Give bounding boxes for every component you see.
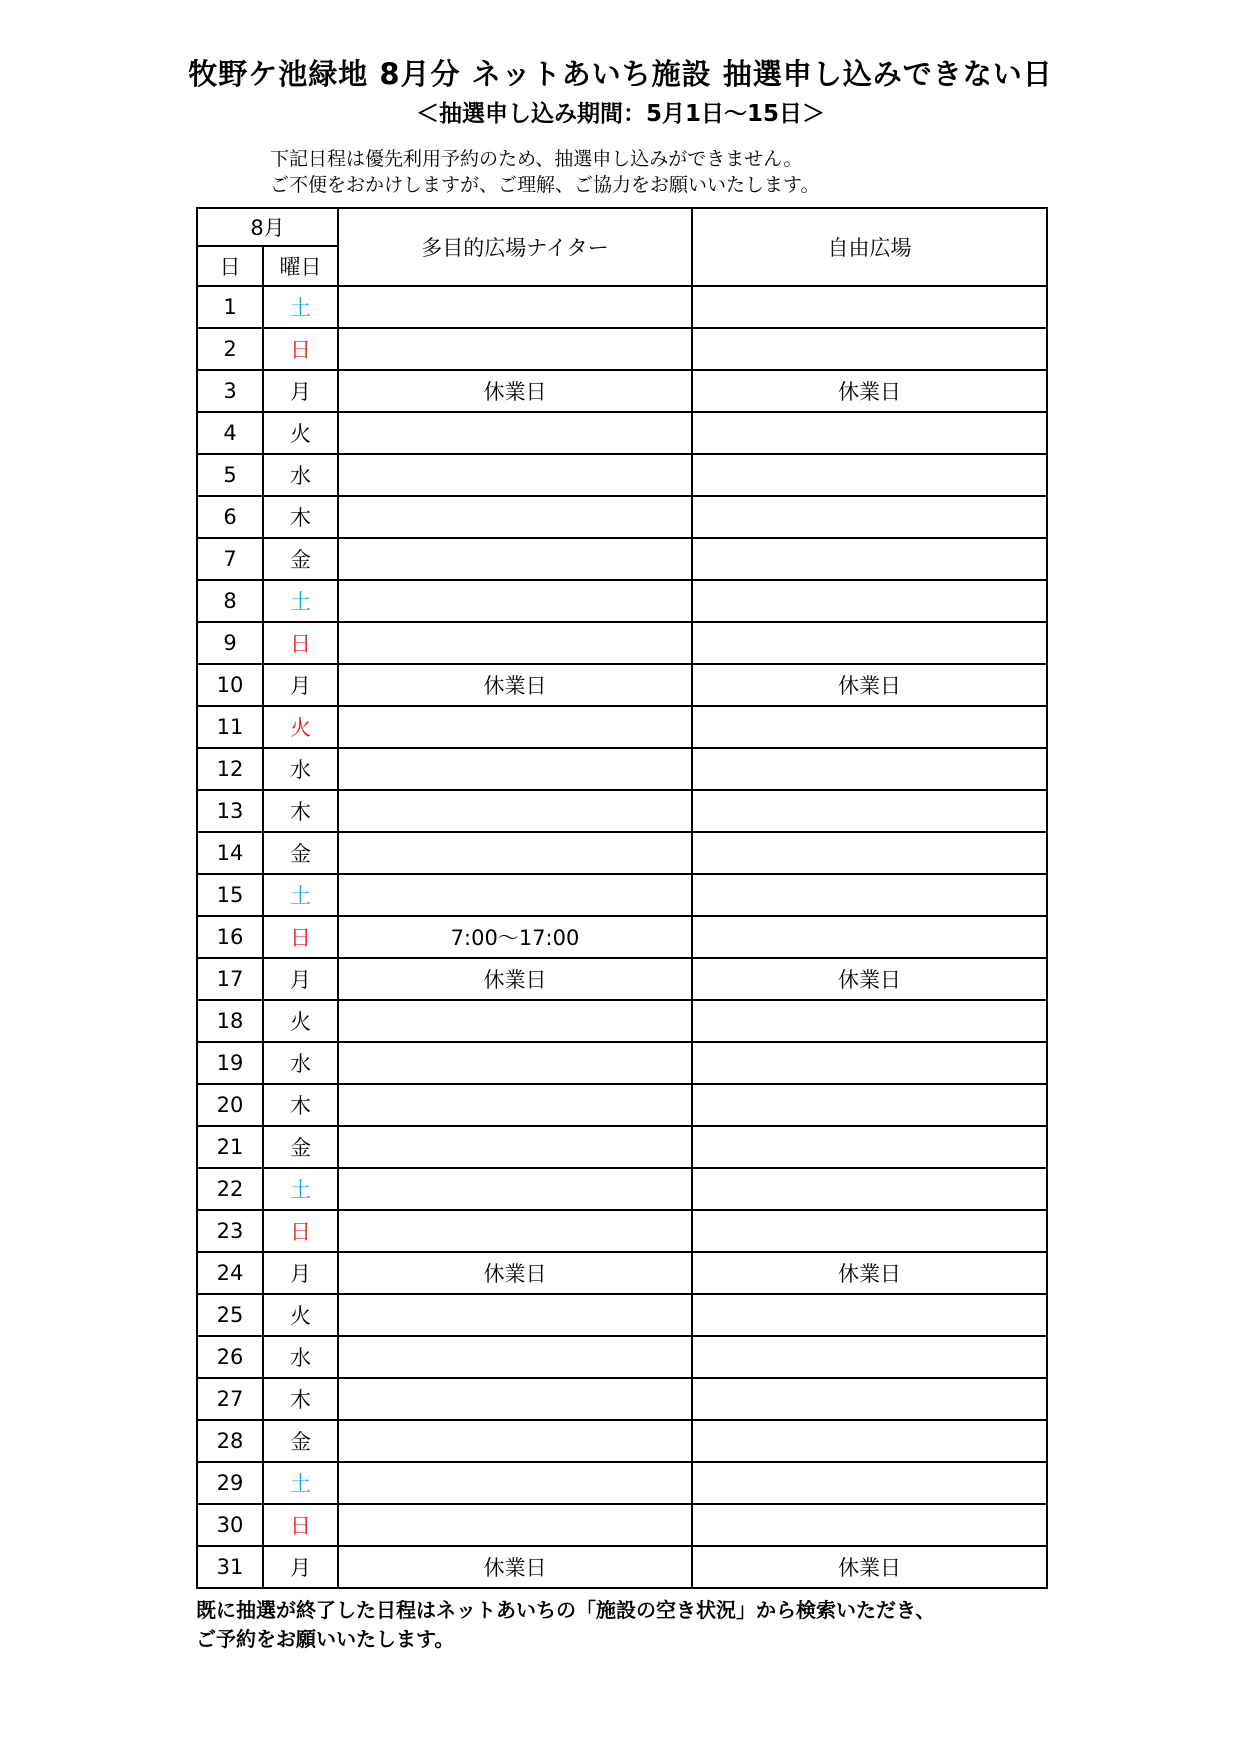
table-row (197, 1000, 1047, 1042)
multipurpose-night-cell (338, 496, 692, 538)
day-cell: 18 (197, 1000, 263, 1042)
day-cell: 8 (197, 580, 263, 622)
multipurpose-night-cell (338, 1210, 692, 1252)
free-plaza-cell (692, 1378, 1047, 1420)
free-plaza-cell (692, 454, 1047, 496)
free-plaza-cell (692, 706, 1047, 748)
multipurpose-night-cell: 休業日 (338, 1546, 692, 1588)
day-cell: 9 (197, 622, 263, 664)
table-row (197, 370, 1047, 412)
day-cell: 14 (197, 832, 263, 874)
weekday-cell: 木 (263, 496, 338, 538)
table-row (197, 454, 1047, 496)
day-cell: 7 (197, 538, 263, 580)
weekday-cell: 日 (263, 916, 338, 958)
weekday-cell: 土 (263, 874, 338, 916)
weekday-cell: 火 (263, 412, 338, 454)
day-cell: 10 (197, 664, 263, 706)
multipurpose-night-cell (338, 328, 692, 370)
weekday-cell: 日 (263, 1210, 338, 1252)
free-plaza-cell: 休業日 (692, 1252, 1047, 1294)
day-cell: 1 (197, 286, 263, 328)
multipurpose-night-cell (338, 538, 692, 580)
weekday-cell: 水 (263, 1042, 338, 1084)
table-row (197, 622, 1047, 664)
multipurpose-night-cell (338, 1084, 692, 1126)
free-plaza-cell: 休業日 (692, 664, 1047, 706)
table-row (197, 958, 1047, 1000)
table-row (197, 664, 1047, 706)
weekday-cell: 火 (263, 1000, 338, 1042)
multipurpose-night-cell (338, 1042, 692, 1084)
weekday-cell: 月 (263, 370, 338, 412)
free-plaza-cell (692, 1336, 1047, 1378)
weekday-cell: 月 (263, 1546, 338, 1588)
day-cell: 11 (197, 706, 263, 748)
day-cell: 4 (197, 412, 263, 454)
free-plaza-cell (692, 1294, 1047, 1336)
multipurpose-night-cell (338, 286, 692, 328)
day-cell: 29 (197, 1462, 263, 1504)
table-row (197, 1336, 1047, 1378)
free-plaza-cell (692, 874, 1047, 916)
table-row (197, 832, 1047, 874)
day-cell: 31 (197, 1546, 263, 1588)
weekday-cell: 月 (263, 664, 338, 706)
multipurpose-night-cell: 休業日 (338, 664, 692, 706)
weekday-cell: 金 (263, 538, 338, 580)
application-period: ＜抽選申し込み期間：5月1日～15日＞ (415, 101, 825, 127)
table-row (197, 286, 1047, 328)
table-row (197, 706, 1047, 748)
weekday-cell: 土 (263, 580, 338, 622)
column-header-multipurpose-night: 多目的広場ナイター (338, 208, 692, 286)
multipurpose-night-cell: 休業日 (338, 1252, 692, 1294)
weekday-cell: 金 (263, 832, 338, 874)
table-row (197, 1084, 1047, 1126)
multipurpose-night-cell (338, 1504, 692, 1546)
multipurpose-night-cell: 7:00～17:00 (338, 916, 692, 958)
table-row (197, 496, 1047, 538)
free-plaza-cell (692, 790, 1047, 832)
weekday-cell: 土 (263, 1168, 338, 1210)
month-label: 8月 (197, 208, 338, 246)
table-row (197, 790, 1047, 832)
multipurpose-night-cell (338, 412, 692, 454)
table-row (197, 1294, 1047, 1336)
weekday-cell: 日 (263, 1504, 338, 1546)
free-plaza-cell: 休業日 (692, 370, 1047, 412)
schedule-table (196, 207, 1048, 1589)
day-cell: 13 (197, 790, 263, 832)
free-plaza-cell (692, 748, 1047, 790)
day-cell: 17 (197, 958, 263, 1000)
table-header-row (197, 208, 1047, 246)
day-cell: 15 (197, 874, 263, 916)
weekday-cell: 火 (263, 1294, 338, 1336)
day-cell: 6 (197, 496, 263, 538)
free-plaza-cell (692, 1168, 1047, 1210)
column-header-free-plaza: 自由広場 (692, 208, 1047, 286)
day-cell: 12 (197, 748, 263, 790)
weekday-cell: 木 (263, 1378, 338, 1420)
multipurpose-night-cell (338, 454, 692, 496)
day-cell: 5 (197, 454, 263, 496)
weekday-cell: 水 (263, 748, 338, 790)
multipurpose-night-cell (338, 1000, 692, 1042)
day-cell: 21 (197, 1126, 263, 1168)
weekday-cell: 月 (263, 1252, 338, 1294)
free-plaza-cell: 休業日 (692, 1546, 1047, 1588)
multipurpose-night-cell (338, 1294, 692, 1336)
column-header-weekday: 曜日 (263, 246, 338, 286)
weekday-cell: 月 (263, 958, 338, 1000)
weekday-cell: 金 (263, 1420, 338, 1462)
free-plaza-cell (692, 1210, 1047, 1252)
table-row (197, 1042, 1047, 1084)
day-cell: 22 (197, 1168, 263, 1210)
day-cell: 25 (197, 1294, 263, 1336)
table-row (197, 580, 1047, 622)
table-row (197, 1126, 1047, 1168)
free-plaza-cell (692, 1504, 1047, 1546)
day-cell: 27 (197, 1378, 263, 1420)
table-row (197, 1252, 1047, 1294)
weekday-cell: 木 (263, 790, 338, 832)
multipurpose-night-cell (338, 622, 692, 664)
day-cell: 20 (197, 1084, 263, 1126)
day-cell: 24 (197, 1252, 263, 1294)
table-row (197, 1546, 1047, 1588)
footer-line: ご予約をお願いいたします。 (196, 1627, 455, 1651)
weekday-cell: 日 (263, 622, 338, 664)
multipurpose-night-cell (338, 706, 692, 748)
footer-line: 既に抽選が終了した日程はネットあいちの「施設の空き状況」から検索いただき、 (196, 1598, 936, 1622)
free-plaza-cell (692, 1042, 1047, 1084)
free-plaza-cell (692, 1126, 1047, 1168)
free-plaza-cell (692, 580, 1047, 622)
weekday-cell: 火 (263, 706, 338, 748)
weekday-cell: 水 (263, 454, 338, 496)
table-row (197, 1504, 1047, 1546)
free-plaza-cell (692, 538, 1047, 580)
day-cell: 16 (197, 916, 263, 958)
multipurpose-night-cell (338, 1378, 692, 1420)
weekday-cell: 金 (263, 1126, 338, 1168)
multipurpose-night-cell (338, 1462, 692, 1504)
free-plaza-cell (692, 1462, 1047, 1504)
free-plaza-cell (692, 916, 1047, 958)
free-plaza-cell (692, 328, 1047, 370)
free-plaza-cell (692, 832, 1047, 874)
day-cell: 28 (197, 1420, 263, 1462)
table-row (197, 748, 1047, 790)
day-cell: 23 (197, 1210, 263, 1252)
multipurpose-night-cell (338, 1336, 692, 1378)
notice-line: ご不便をおかけしますが、ご理解、ご協力をお願いいたします。 (270, 174, 820, 196)
footer-note (196, 1596, 935, 1654)
free-plaza-cell (692, 1420, 1047, 1462)
table-row (197, 1420, 1047, 1462)
schedule-body (197, 286, 1047, 1588)
free-plaza-cell (692, 286, 1047, 328)
table-row (197, 916, 1047, 958)
day-cell: 2 (197, 328, 263, 370)
multipurpose-night-cell (338, 748, 692, 790)
multipurpose-night-cell (338, 832, 692, 874)
multipurpose-night-cell (338, 874, 692, 916)
table-row (197, 328, 1047, 370)
day-cell: 3 (197, 370, 263, 412)
weekday-cell: 水 (263, 1336, 338, 1378)
table-row (197, 412, 1047, 454)
free-plaza-cell (692, 1000, 1047, 1042)
table-row (197, 1378, 1047, 1420)
free-plaza-cell (692, 622, 1047, 664)
table-row (197, 1168, 1047, 1210)
multipurpose-night-cell (338, 1168, 692, 1210)
table-row (197, 1210, 1047, 1252)
free-plaza-cell (692, 1084, 1047, 1126)
weekday-cell: 日 (263, 328, 338, 370)
weekday-cell: 土 (263, 1462, 338, 1504)
column-header-day: 日 (197, 246, 263, 286)
day-cell: 19 (197, 1042, 263, 1084)
day-cell: 26 (197, 1336, 263, 1378)
free-plaza-cell (692, 496, 1047, 538)
page-title: 牧野ケ池緑地 8月分 ネットあいち施設 抽選申し込みできない日 (188, 57, 1053, 91)
free-plaza-cell: 休業日 (692, 958, 1047, 1000)
multipurpose-night-cell (338, 580, 692, 622)
free-plaza-cell (692, 412, 1047, 454)
day-cell: 30 (197, 1504, 263, 1546)
multipurpose-night-cell: 休業日 (338, 958, 692, 1000)
notice-line: 下記日程は優先利用予約のため、抽選申し込みができません。 (270, 148, 803, 170)
table-row (197, 538, 1047, 580)
multipurpose-night-cell (338, 790, 692, 832)
multipurpose-night-cell (338, 1126, 692, 1168)
notice (270, 146, 819, 198)
table-row (197, 1462, 1047, 1504)
weekday-cell: 木 (263, 1084, 338, 1126)
multipurpose-night-cell (338, 1420, 692, 1462)
multipurpose-night-cell: 休業日 (338, 370, 692, 412)
table-row (197, 874, 1047, 916)
weekday-cell: 土 (263, 286, 338, 328)
